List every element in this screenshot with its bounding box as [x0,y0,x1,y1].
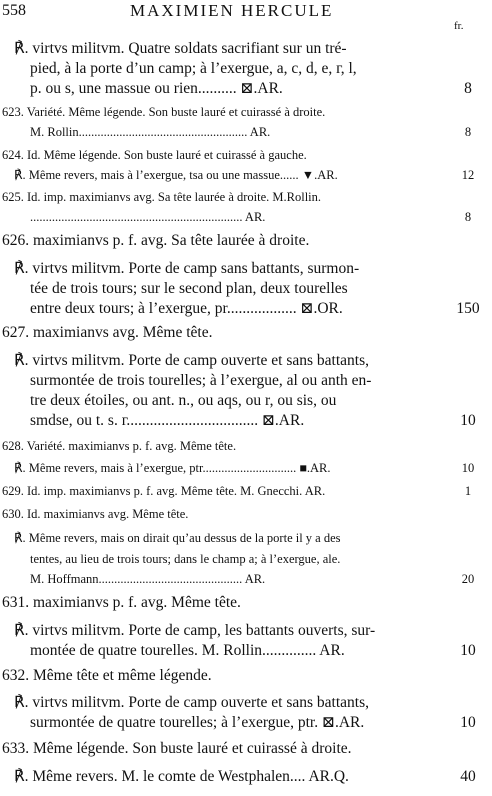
entry-line [0,738,492,760]
entry-price: 10 [460,642,476,659]
entry-line [0,620,492,642]
entry-price: 150 [456,300,480,317]
entry-price: 10 [460,412,476,429]
entry-line [0,258,492,280]
entry-text: 630. Id. maximianvs avg. Même tête. [2,507,189,521]
entry-line [0,548,492,570]
entry-text: 633. Même légende. Son buste lauré et cuirassé à droite. [2,740,352,757]
entry-price: 8 [464,210,472,224]
entry-line [0,121,492,143]
entry-text: 623. Variété. Même légende. Son buste lauré et cuirassé à droite. [2,105,326,119]
entry-text: ℟. Même revers, mais à l’exergue, ptr.............................. ■.AR. [14,461,331,475]
entry-text: 628. Variété. maximianvs p. f. avg. Même tête. [2,439,237,453]
entry-text: p. ou s, une massue ou rien.......... ⊠.AR. [30,80,283,97]
entry-text: 631. maximianvs p. f. avg. Même tête. [2,594,241,611]
entry-line [0,186,492,208]
entry-text: tentes, au lieu de trois tours; dans le champ a; à l’exergue, ale. [30,552,341,566]
entry-line [0,435,492,457]
entry-line [0,350,492,372]
entry-text: .................................................................... AR. [30,210,266,224]
entry-line [0,592,492,614]
entry-text: surmontée de quatre tourelles; à l’exergue, ptr. ⊠.AR. [30,714,365,731]
entry-price: 10 [460,714,476,731]
entry-line [0,58,492,80]
entry-text: ℟. virtvs militvm. Porte de camp, les battants ouverts, sur- [14,622,376,639]
entry-text: M. Rollin...................................................... AR. [30,125,271,139]
entry-text: ℟. virtvs militvm. Porte de camp ouverte et sans battants, [14,694,369,711]
entry-line [0,410,492,432]
entry-text: 625. Id. imp. maximianvs avg. Sa tête laurée à droite. M.Rollin. [2,190,322,204]
entry-text: montée de quatre tourelles. M. Rollin.............. AR. [30,642,345,659]
entry-text: tée de trois tours; sur le second plan, deux tourelles [30,280,348,297]
entry-price: 20 [461,572,475,586]
entry-line [0,370,492,392]
entry-price: 10 [461,461,475,475]
entry-text: M. Hoffmann.............................................. AR. [30,572,266,586]
entry-line [0,568,492,590]
entry-text: pied, à la porte d’un camp; à l’exergue, a, c, d, e, г, l, [30,60,357,77]
running-head: MAXIMIEN HERCULE [130,1,334,20]
entry-line [0,457,492,479]
entry-text: entre deux tours; à l’exergue, pr.................. ⊠.OR. [30,300,343,317]
entry-text: 624. Id. Même légende. Son buste lauré et cuirassé à gauche. [2,148,307,162]
entry-line [0,164,492,186]
entry-line [0,101,492,123]
entry-text: surmontée de trois tourelles; à l’exergue, al ou anth en- [30,372,372,389]
entry-line [0,712,492,734]
entry-line [0,766,492,788]
entry-line [0,480,492,502]
entry-text: ℟. Même revers, mais à l’exergue, tsa ou une massue...... ▼.AR. [14,168,338,182]
entry-price: 8 [464,80,472,97]
entry-line [0,665,492,687]
entry-text: smdse, ou t. s. г.................................. ⊠.AR. [30,412,305,429]
entry-line [0,78,492,100]
entry-line [0,144,492,166]
entry-text: 627. maximianvs avg. Même tête. [2,324,213,341]
entry-line [0,640,492,662]
entry-line [0,390,492,412]
entry-price: 40 [460,768,476,785]
entry-price: 8 [464,125,472,139]
entry-text: ℟. virtvs militvm. Porte de camp ouverte et sans battants, [14,352,369,369]
entry-line [0,206,492,228]
entry-line [0,278,492,300]
entry-line [0,527,492,549]
entry-text: 626. maximianvs p. f. avg. Sa tête laurée à droite. [2,232,310,249]
entry-line [0,692,492,714]
entry-text: ℟. virtvs militvm. Quatre soldats sacrifiant sur un tré- [14,40,347,57]
entry-line [0,38,492,60]
entry-line [0,230,492,252]
currency-label: fr. [454,20,464,32]
entry-price: 1 [464,484,472,498]
entry-text: ℟. Même revers. M. le comte de Westphalen.... AR.Q. [14,768,349,785]
entry-line [0,503,492,525]
entry-line [0,298,492,320]
entry-price: 12 [461,168,475,182]
page-number: 558 [2,2,26,19]
entry-line [0,322,492,344]
entry-text: tre deux étoiles, ou ant. n., ou aqs, ou r, ou sis, ou [30,392,337,409]
entry-text: ℟. virtvs militvm. Porte de camp sans battants, surmon- [14,260,360,277]
entry-text: ℟. Même revers, mais on dirait qu’au dessus de la porte il y a des [14,531,341,545]
entry-text: 629. Id. imp. maximianvs p. f. avg. Même tête. M. Gnecchi. AR. [2,484,326,498]
entry-text: 632. Même tête et même légende. [2,667,212,684]
